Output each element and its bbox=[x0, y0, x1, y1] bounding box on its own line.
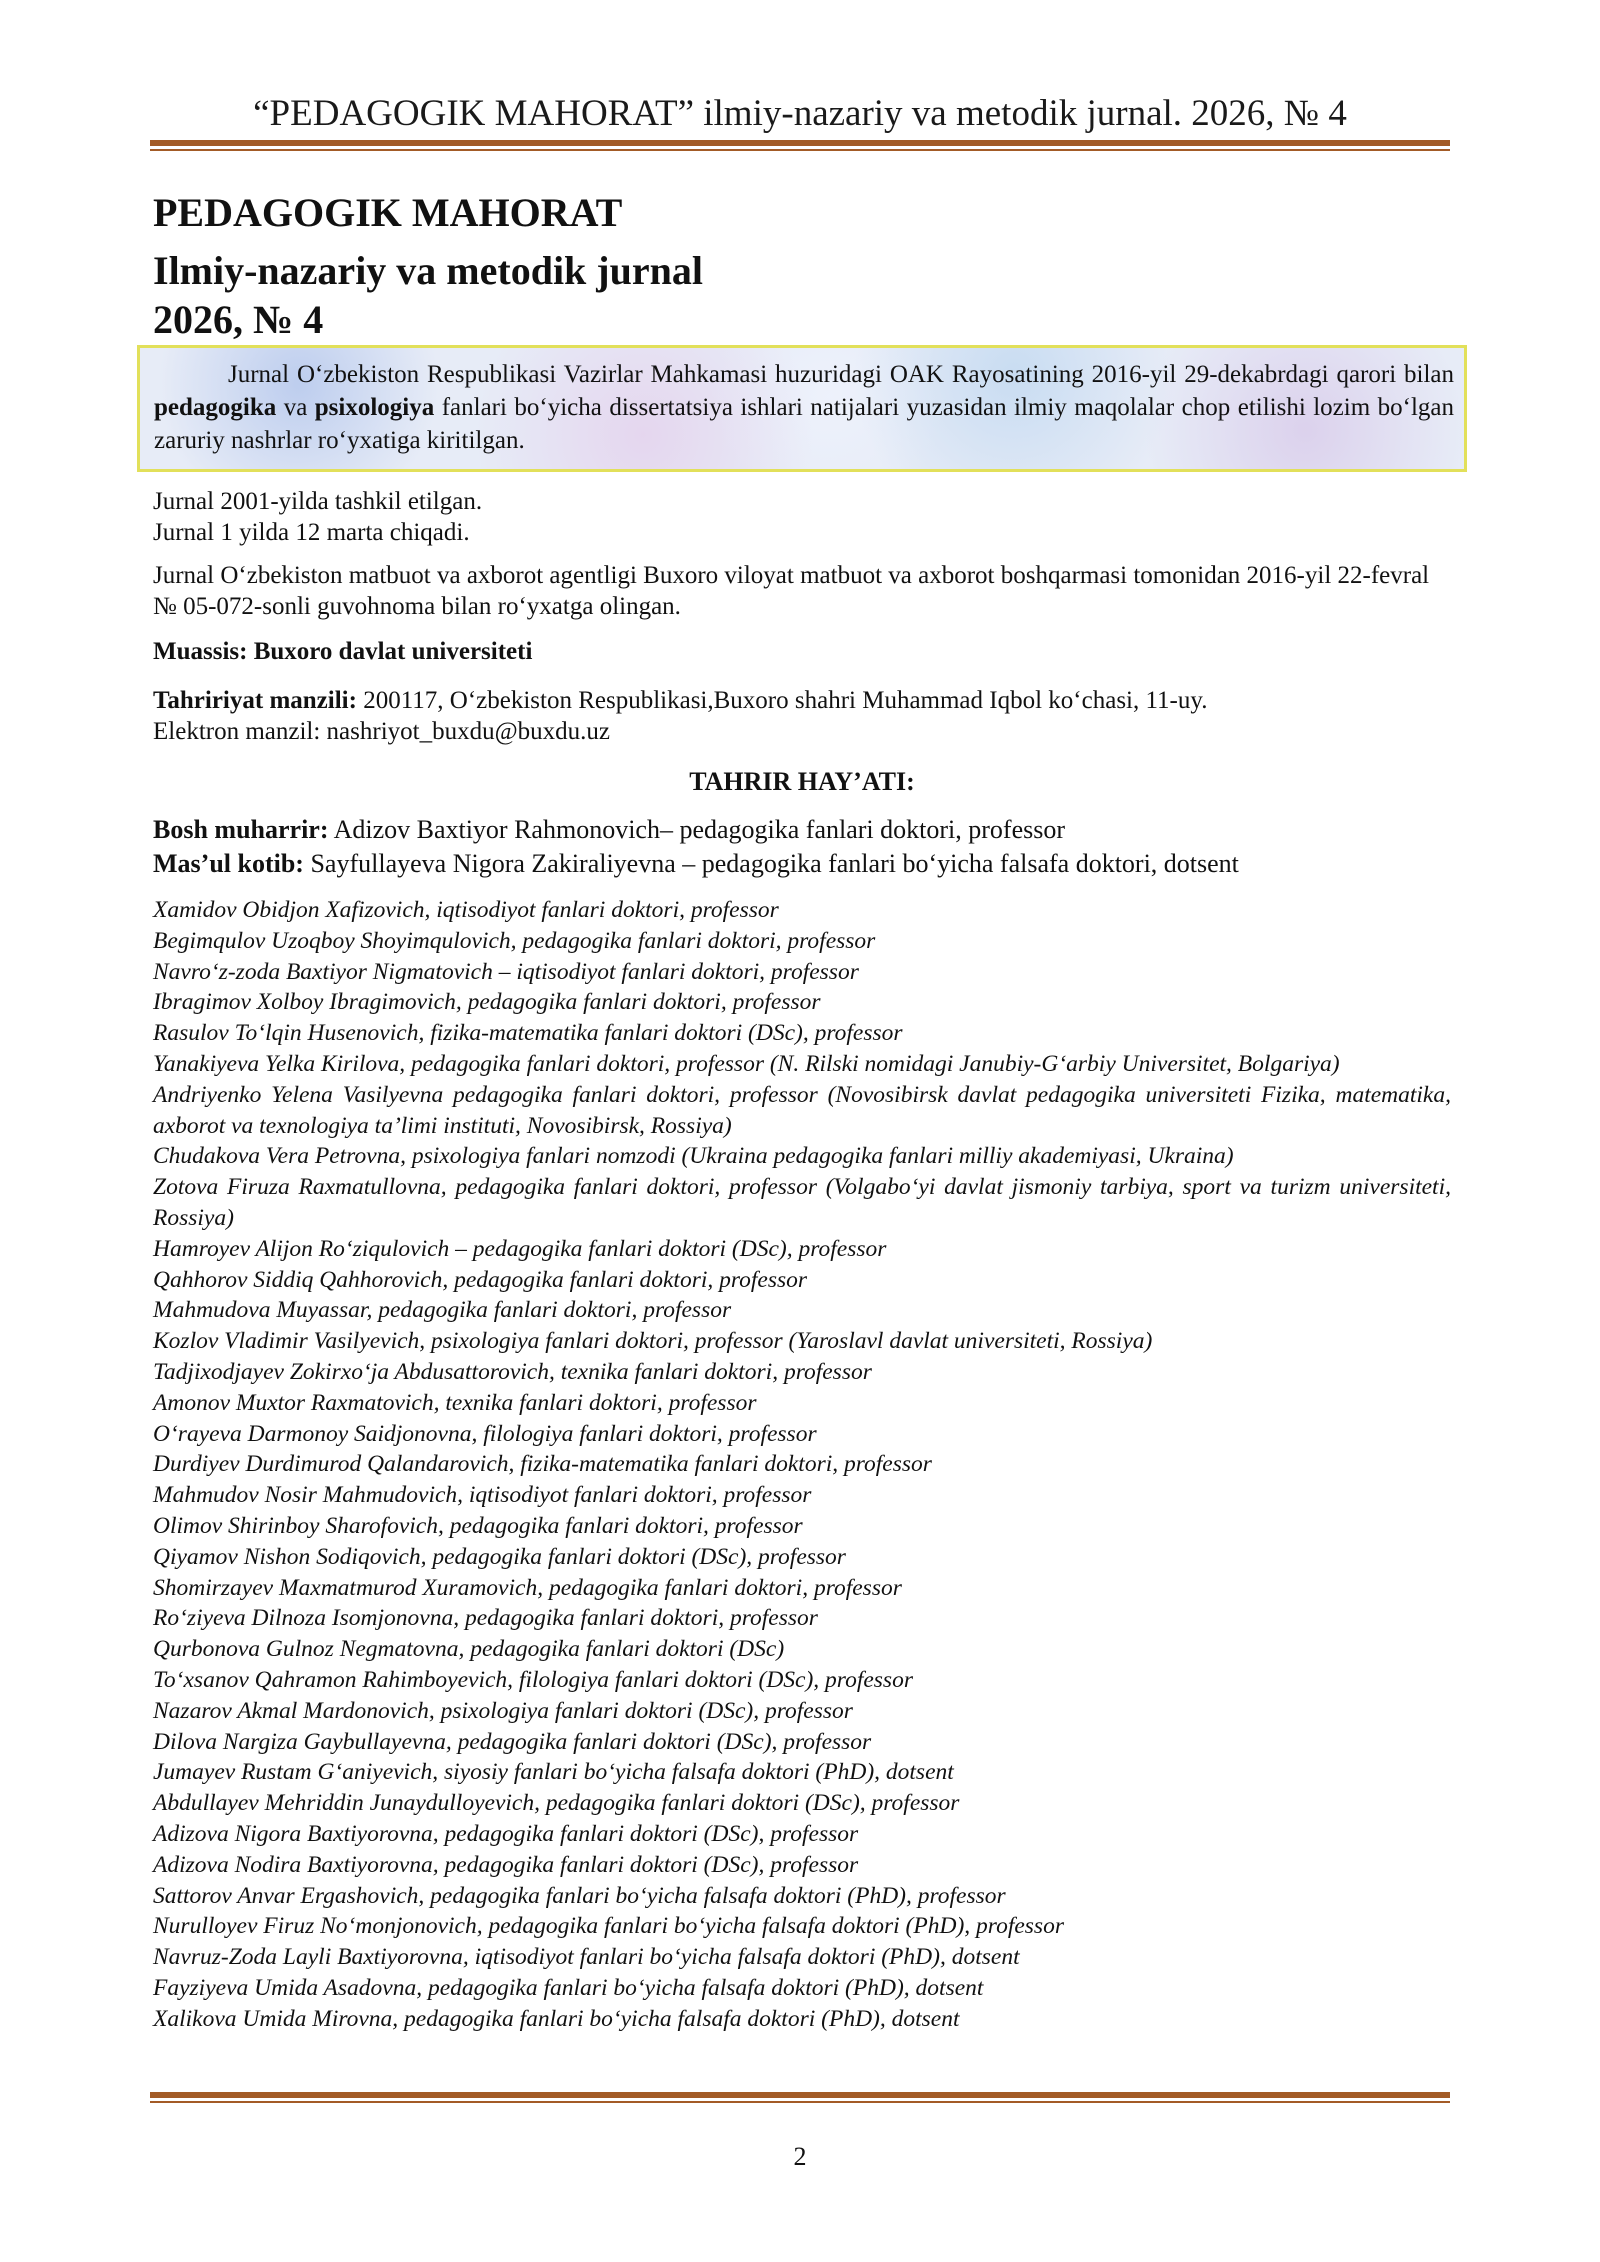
board-member: Andriyenko Yelena Vasilyevna pedagogika fanlari doktori, professor (Novosibirsk davlat pedagogika universiteti Fizika, matematika, axborot va texnologiya ta’limi instituti, Novosibirsk, Rossiya) bbox=[153, 1081, 1451, 1139]
editors-block bbox=[153, 813, 1451, 881]
board-member: To‘xsanov Qahramon Rahimboyevich, filologiya fanlari doktori (DSc), professor bbox=[153, 1666, 913, 1693]
registration-paragraph: Jurnal O‘zbekiston matbuot va axborot agentligi Buxoro viloyat matbuot va axborot boshqarmasi tomonidan 2016-yil 22-fevral № 05-072-sonli guvohnoma bilan ro‘yxatga olingan. bbox=[153, 562, 1430, 620]
board-member: Xamidov Obidjon Xafizovich, iqtisodiyot fanlari doktori, professor bbox=[153, 897, 779, 923]
board-member: Fayziyeva Umida Asadovna, pedagogika fanlari bo‘yicha falsafa doktori (PhD), dotsent bbox=[153, 1974, 984, 2001]
notice-text-1: Jurnal O‘zbekiston Respublikasi Vazirlar Mahkamasi huzuridagi OAK Rayosatining 2016-yil 29-dekabrdagi qarori bilan bbox=[228, 361, 1454, 388]
address-value: 200117, O‘zbekiston Respublikasi,Buxoro shahri Muhammad Iqbol ko‘chasi, 11-uy. bbox=[356, 687, 1208, 714]
board-member: Sattorov Anvar Ergashovich, pedagogika fanlari bo‘yicha falsafa doktori (PhD), professor bbox=[153, 1882, 1006, 1909]
chief-editor-value: Adizov Baxtiyor Rahmonovich– pedagogika fanlari doktori, professor bbox=[328, 815, 1066, 844]
page-number: 2 bbox=[793, 2142, 807, 2171]
board-member: Tadjixodjayev Zokirxo‘ja Abdusattorovich, texnika fanlari doktori, professor bbox=[153, 1358, 872, 1385]
board-member: Adizova Nodira Baxtiyorovna, pedagogika fanlari doktori (DSc), professor bbox=[153, 1851, 859, 1878]
board-member: Navruz-Zoda Layli Baxtiyorovna, iqtisodiyot fanlari bo‘yicha falsafa doktori (PhD), dotsent bbox=[153, 1944, 1020, 1971]
board-member: Dilova Nargiza Gaybullayevna, pedagogika fanlari doktori (DSc), professor bbox=[153, 1728, 872, 1755]
board-member: Ibragimov Xolboy Ibragimovich, pedagogika fanlari doktori, professor bbox=[153, 989, 821, 1016]
board-member: Chudakova Vera Petrovna, psixologiya fanlari nomzodi (Ukraina pedagogika fanlari milliy akademiyasi, Ukraina) bbox=[153, 1143, 1234, 1170]
board-member: Rasulov To‘lqin Husenovich, fizika-matematika fanlari doktori (DSc), professor bbox=[153, 1020, 903, 1047]
journal-subtitle: Ilmiy-nazariy va metodik jurnal bbox=[153, 248, 703, 293]
founder-line: Muassis: Buxoro davlat universiteti bbox=[153, 638, 533, 665]
board-member: Qahhorov Siddiq Qahhorovich, pedagogika fanlari doktori, professor bbox=[153, 1266, 808, 1293]
editorial-board-title: TAHRIR HAY’ATI: bbox=[689, 767, 915, 796]
board-member: Durdiyev Durdimurod Qalandarovich, fizika-matematika fanlari doktori, professor bbox=[153, 1451, 932, 1478]
email-line: Elektron manzil: nashriyot_buxdu@buxdu.uz bbox=[153, 718, 610, 745]
chief-editor-line bbox=[153, 813, 1451, 847]
board-member: O‘rayeva Darmonoy Saidjonovna, filologiya fanlari doktori, professor bbox=[153, 1420, 817, 1447]
board-member: Ro‘ziyeva Dilnoza Isomjonovna, pedagogika fanlari doktori, professor bbox=[153, 1605, 818, 1632]
footer-rule bbox=[150, 2092, 1450, 2103]
running-header: “PEDAGOGIK MAHORAT” ilmiy-nazariy va metodik jurnal. 2026, № 4 bbox=[253, 93, 1347, 134]
secretary-value: Sayfullayeva Nigora Zakiraliyevna – pedagogika fanlari bo‘yicha falsafa doktori, dotsent bbox=[303, 849, 1239, 878]
accreditation-notice bbox=[137, 345, 1467, 472]
notice-text-2: va bbox=[276, 394, 315, 421]
board-member: Kozlov Vladimir Vasilyevich, psixologiya fanlari doktori, professor (Yaroslavl davlat universiteti, Rossiya) bbox=[153, 1328, 1153, 1355]
page-content bbox=[153, 185, 1454, 2034]
board-members-list bbox=[153, 895, 1451, 2034]
issue-number: 2026, № 4 bbox=[153, 297, 324, 342]
board-member: Adizova Nigora Baxtiyorovna, pedagogika fanlari doktori (DSc), professor bbox=[153, 1820, 859, 1847]
address-label: Tahririyat manzili: bbox=[153, 687, 357, 714]
board-member: Yanakiyeva Yelka Kirilova, pedagogika fanlari doktori, professor (N. Rilski nomidagi Janubiy-G‘arbiy Universitet, Bolgariya) bbox=[153, 1050, 1340, 1077]
board-member: Shomirzayev Maxmatmurod Xuramovich, pedagogika fanlari doktori, professor bbox=[153, 1574, 902, 1601]
notice-text-3: fanlari bo‘yicha dissertatsiya ishlari natijalari yuzasidan ilmiy maqolalar chop etilishi lozim bo‘lgan zaruriy nashrlar ro‘yxatiga kiritilgan. bbox=[154, 394, 1454, 454]
frequency-line: Jurnal 1 yilda 12 marta chiqadi. bbox=[153, 519, 470, 546]
board-member: Nurulloyev Firuz No‘monjonovich, pedagogika fanlari bo‘yicha falsafa doktori (PhD), professor bbox=[153, 1913, 1064, 1940]
board-member: Nazarov Akmal Mardonovich, psixologiya fanlari doktori (DSc), professor bbox=[153, 1697, 853, 1724]
board-member: Olimov Shirinboy Sharofovich, pedagogika fanlari doktori, professor bbox=[153, 1512, 803, 1539]
board-member: Qurbonova Gulnoz Negmatovna, pedagogika fanlari doktori (DSc) bbox=[153, 1636, 785, 1663]
board-member: Qiyamov Nishon Sodiqovich, pedagogika fanlari doktori (DSc), professor bbox=[153, 1543, 846, 1570]
header-rule bbox=[150, 140, 1450, 151]
board-member: Jumayev Rustam G‘aniyevich, siyosiy fanlari bo‘yicha falsafa doktori (PhD), dotsent bbox=[153, 1759, 954, 1786]
board-member: Begimqulov Uzoqboy Shoyimqulovich, pedagogika fanlari doktori, professor bbox=[153, 927, 876, 954]
notice-bold-pedagogika: pedagogika bbox=[154, 394, 277, 421]
secretary-line bbox=[153, 847, 1451, 881]
board-member: Hamroyev Alijon Ro‘ziqulovich – pedagogika fanlari doktori (DSc), professor bbox=[153, 1235, 887, 1262]
notice-bold-psixologiya: psixologiya bbox=[314, 394, 435, 421]
board-member: Amonov Muxtor Raxmatovich, texnika fanlari doktori, professor bbox=[153, 1389, 757, 1416]
chief-editor-label: Bosh muharrir: bbox=[153, 815, 329, 844]
board-member: Navro‘z-zoda Baxtiyor Nigmatovich – iqtisodiyot fanlari doktori, professor bbox=[153, 958, 859, 985]
board-member: Xalikova Umida Mirovna, pedagogika fanlari bo‘yicha falsafa doktori (PhD), dotsent bbox=[153, 2005, 960, 2032]
journal-title: PEDAGOGIK MAHORAT bbox=[153, 190, 623, 235]
secretary-label: Mas’ul kotib: bbox=[153, 849, 304, 878]
board-member: Abdullayev Mehriddin Junaydulloyevich, pedagogika fanlari doktori (DSc), professor bbox=[153, 1790, 960, 1817]
board-member: Mahmudov Nosir Mahmudovich, iqtisodiyot fanlari doktori, professor bbox=[153, 1482, 812, 1509]
founded-line: Jurnal 2001-yilda tashkil etilgan. bbox=[153, 488, 483, 515]
address-line bbox=[153, 685, 1451, 716]
board-member: Zotova Firuza Raxmatullovna, pedagogika fanlari doktori, professor (Volgabo‘yi davlat jismoniy tarbiya, sport va turizm universiteti, Rossiya) bbox=[153, 1174, 1451, 1231]
board-member: Mahmudova Muyassar, pedagogika fanlari doktori, professor bbox=[153, 1297, 732, 1324]
